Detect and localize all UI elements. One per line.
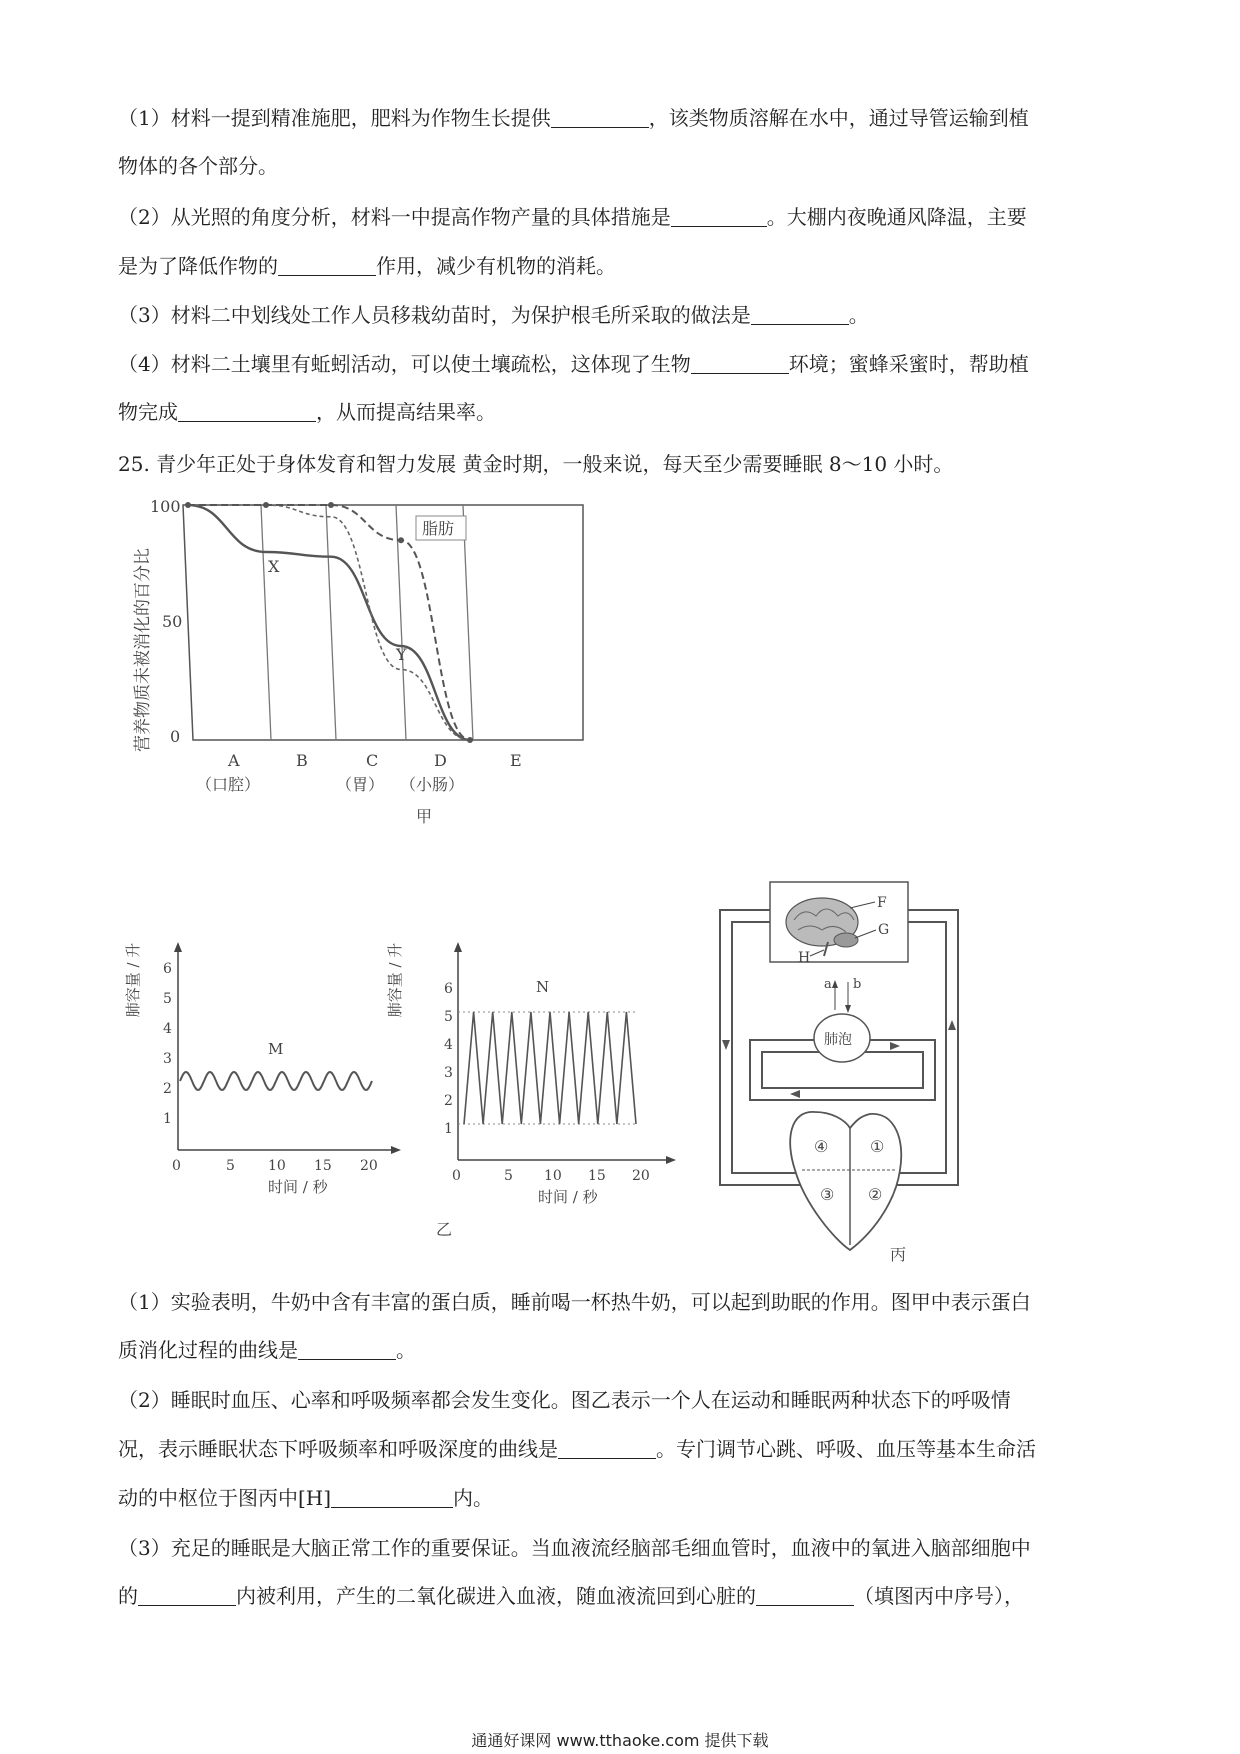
answer-blank[interactable] [671,206,767,227]
n-xlabel: 时间 / 秒 [538,1188,598,1206]
breathing-curve-m [180,1072,372,1090]
chamber-2: ② [868,1185,883,1204]
page-footer: 通通好课网 www.tthaoke.com 提供下载 [471,1731,769,1750]
q24-s2-line1: （2）从光照的角度分析，材料一中提高作物产量的具体措施是 。大棚内夜晚通风降温，主要 [118,205,1027,229]
graph-m [124,942,401,1196]
m-xtick: 5 [226,1158,235,1174]
answer-blank[interactable] [298,1339,396,1360]
n-xtick: 20 [632,1168,650,1184]
region-note-mouth: （口腔） [196,775,261,794]
gas-arrow-a-head [832,980,838,988]
answer-blank[interactable] [331,1487,453,1508]
jia-ytick-50: 50 [162,612,183,631]
q25-stem: 25. 青少年正处于身体发育和智力发展 黄金时期，一般来说，每天至少需要睡眠 8～10 小时。 [118,452,954,476]
jia-divider [326,505,336,740]
answer-blank[interactable] [691,353,789,374]
m-ytick: 6 [163,961,172,977]
chamber-4: ④ [814,1137,829,1156]
region-note-intestine: （小肠） [400,775,465,794]
caption-jia: 甲 [416,807,433,826]
chamber-3: ③ [820,1185,835,1204]
figure-bing [710,870,980,1265]
fat-curve-point [185,502,191,508]
fat-curve-point [328,502,334,508]
q24-s4-line1: （4）材料二土壤里有蚯蚓活动，可以使土壤疏松，这体现了生物 环境；蜜蜂采蜜时，帮助植 [118,352,1029,376]
flow-arrow [790,1090,800,1098]
answer-blank[interactable] [178,401,316,422]
gas-arrow-b-head [845,1005,851,1013]
flow-arrow [948,1020,956,1030]
n-ytick: 1 [444,1121,453,1137]
q24-s1-line2: 物体的各个部分。 [118,154,278,178]
caption-bing: 丙 [890,1245,907,1264]
m-ytick: 3 [163,1051,172,1067]
m-xtick: 20 [360,1158,378,1174]
q25-s2-line3: 动的中枢位于图丙中[H] 内。 [118,1486,494,1510]
q24-s4-line2: 物完成 ，从而提高结果率。 [118,400,496,424]
q24-s3-line1: （3）材料二中划线处工作人员移栽幼苗时，为保护根毛所采取的做法是 。 [118,303,869,327]
figure-jia [118,490,618,830]
q24-s1-line1: （1）材料一提到精准施肥，肥料为作物生长提供 ，该类物质溶解在水中，通过导管运输到植 [118,106,1029,130]
gas-label-b: b [853,977,862,992]
m-ytick: 2 [163,1081,172,1097]
n-ytick: 5 [444,1009,453,1025]
flow-arrow [890,1042,900,1050]
curve-label-n: N [536,978,550,996]
label-f: F [877,895,887,911]
n-ylabel: 肺容量 / 升 [386,942,404,1018]
m-ytick: 4 [163,1021,172,1037]
q25-s2-line2: 况，表示睡眠状态下呼吸频率和呼吸深度的曲线是 。专门调节心跳、呼吸、血压等基本生命活 [118,1437,1036,1461]
fat-curve-point [467,737,473,743]
q25-s2-line1: （2）睡眠时血压、心率和呼吸频率都会发生变化。图乙表示一个人在运动和睡眠两种状态下的呼吸情 [118,1388,1011,1412]
q24-s2-line2: 是为了降低作物的 作用，减少有机物的消耗。 [118,254,616,278]
jia-ylabel: 营养物质未被消化的百分比 [133,548,153,752]
q25-s3-line1: （3）充足的睡眠是大脑正常工作的重要保证。当血液流经脑部毛细血管时，血液中的氧进入脑部细胞中 [118,1536,1031,1560]
n-xtick: 0 [452,1168,461,1184]
flow-arrow [722,1040,730,1050]
n-y-arrow [454,942,462,952]
m-xtick: 15 [314,1158,332,1174]
curve-label-y: Y [396,645,407,664]
label-h: H [798,950,811,966]
m-xtick: 0 [172,1158,181,1174]
jia-plot-frame [183,505,583,740]
region-c: C [366,751,379,770]
region-a: A [228,751,240,770]
jia-ytick-100: 100 [150,497,181,516]
curve-label-m: M [268,1040,284,1058]
m-xlabel: 时间 / 秒 [268,1178,328,1196]
answer-blank[interactable] [558,1438,656,1459]
answer-blank[interactable] [551,107,649,128]
breathing-curve-n [464,1012,636,1124]
q25-s1-line1: （1）实验表明，牛奶中含有丰富的蛋白质，睡前喝一杯热牛奶，可以起到助眠的作用。图甲中表示蛋白 [118,1290,1031,1314]
curve-label-fat: 脂肪 [422,519,455,538]
region-b: B [296,751,308,770]
fat-curve-point [398,537,404,543]
n-xtick: 15 [588,1168,606,1184]
answer-blank[interactable] [756,1585,854,1606]
q25-s1-line2: 质消化过程的曲线是 。 [118,1338,416,1362]
n-ytick: 4 [444,1037,453,1053]
label-g: G [878,922,890,938]
alveolus-label: 肺泡 [824,1032,852,1048]
figure-yi [118,930,698,1240]
m-xtick: 10 [268,1158,286,1174]
answer-blank[interactable] [138,1585,236,1606]
m-ytick: 5 [163,991,172,1007]
n-x-arrow [666,1156,676,1164]
n-xtick: 10 [544,1168,562,1184]
q25-s3-line2: 的 内被利用，产生的二氧化碳进入血液，随血液流回到心脏的 （填图丙中序号）， [118,1584,1024,1608]
gas-label-a: a [824,977,832,992]
m-ylabel: 肺容量 / 升 [124,942,142,1018]
fat-curve-point [263,502,269,508]
graph-n [386,942,676,1206]
m-y-arrow [174,942,182,952]
n-ytick: 2 [444,1093,453,1109]
m-x-arrow [391,1146,401,1154]
answer-blank[interactable] [751,304,849,325]
n-ytick: 6 [444,981,453,997]
heart-icon [790,1112,901,1250]
m-ytick: 1 [163,1111,172,1127]
n-ytick: 3 [444,1065,453,1081]
region-d: D [434,751,447,770]
caption-yi: 乙 [436,1220,453,1239]
region-note-stomach: （胃） [336,775,385,794]
jia-divider [261,505,271,740]
curve-label-x: X [268,557,280,576]
region-e: E [510,751,522,770]
n-xtick: 5 [504,1168,513,1184]
chamber-1: ① [870,1137,885,1156]
jia-ytick-0: 0 [170,727,181,746]
answer-blank[interactable] [278,255,376,276]
